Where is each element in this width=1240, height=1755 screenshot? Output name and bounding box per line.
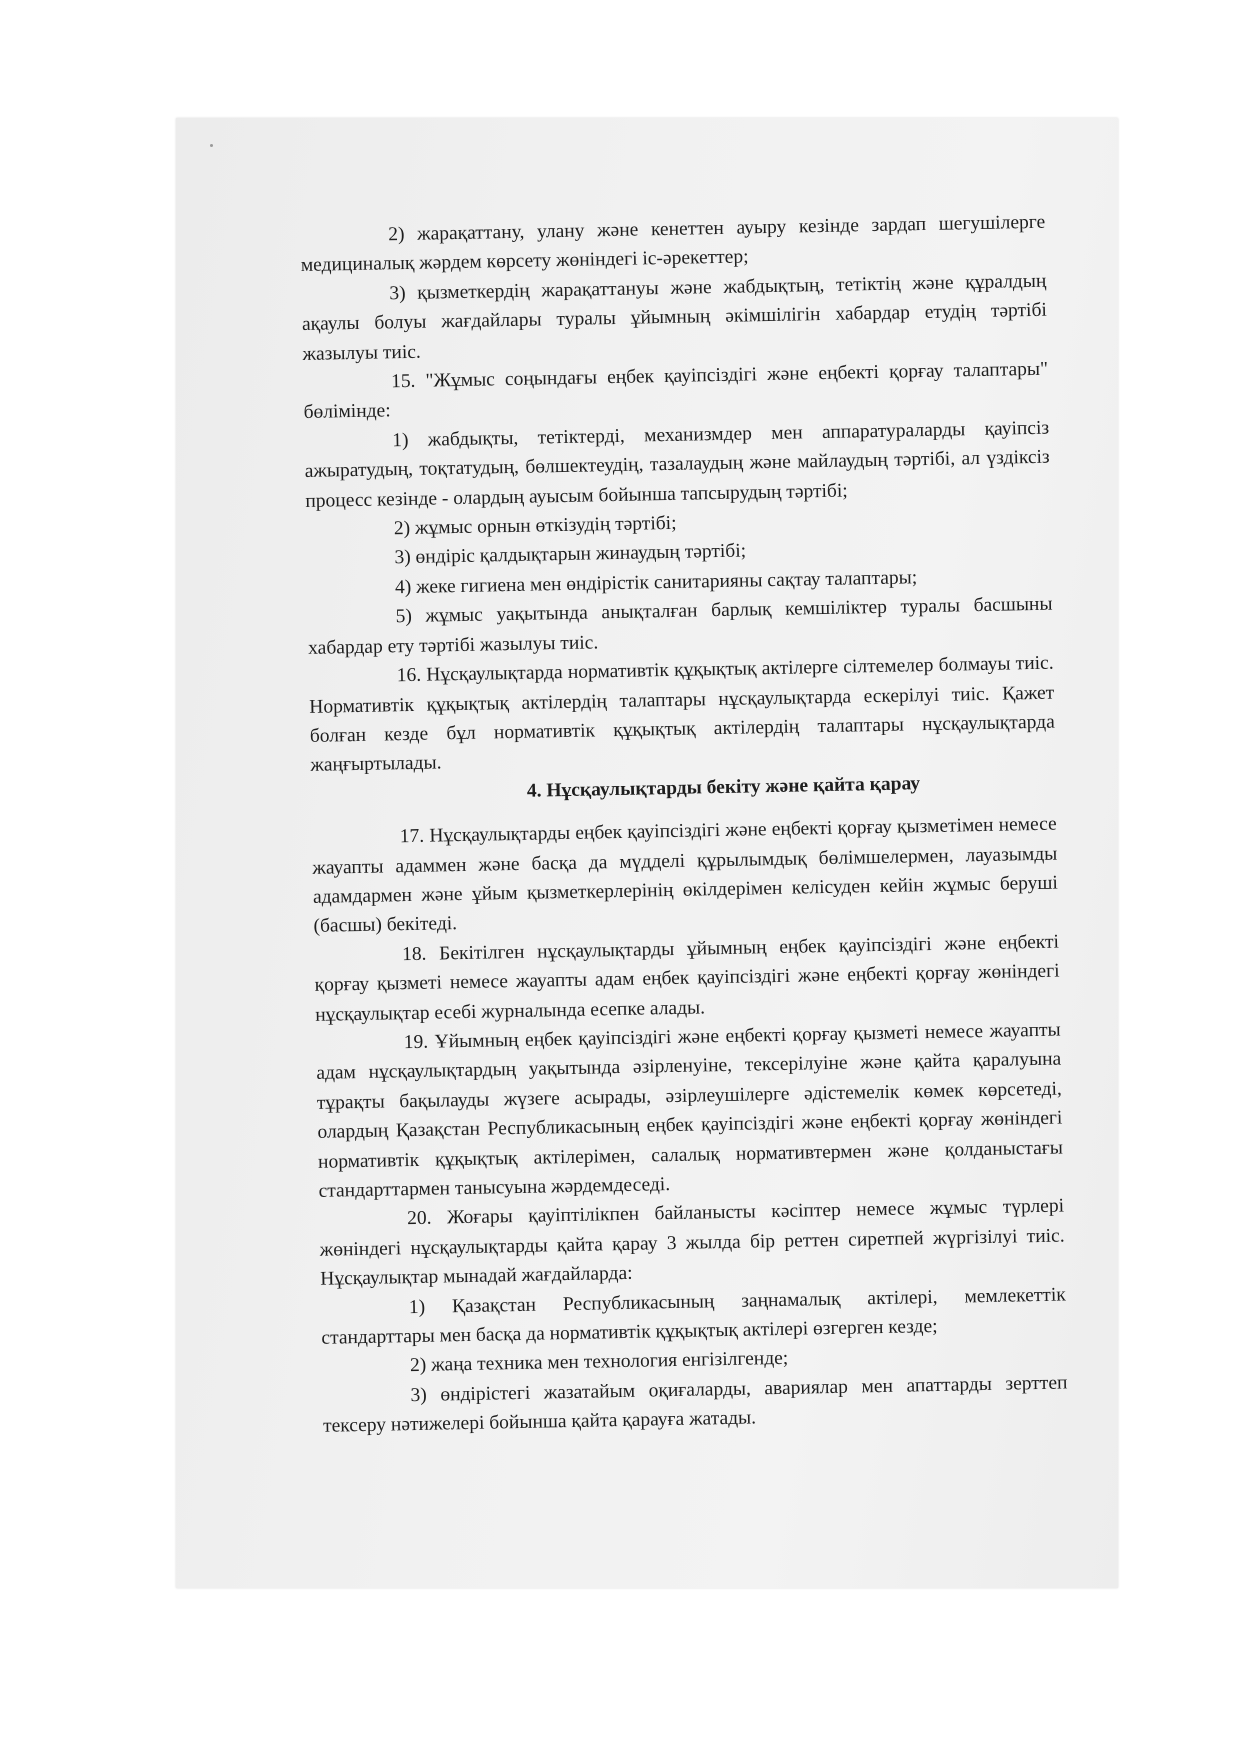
paragraph: 5) жұмыс уақытында анықталған барлық кемшіліктер туралы басшыны хабардар ету тәртібі жазылуы тиіс. bbox=[307, 593, 1053, 659]
paragraph: 2) жарақаттану, улану және кенеттен ауыру кезінде зардап шегушілерге медициналық жәрдем көрсету жөніндегі іс-әрекеттер; bbox=[300, 211, 1046, 277]
paragraph: 19. Ұйымның еңбек қауіпсіздігі және еңбекті қорғау қызметі немесе жауапты адам нұсқаулықтардың уақытында әзірленуіне, тексерілуіне және қайта қаралуына тұрақты бақылауды жүзеге асырады, әзірлеушілерге әдістемелік көмек көрсетеді, олардың Қазақстан Республикасының еңбек қауіпсіздігі және еңбекті қорғау жөніндегі нормативтік құқықтық актілерімен, салалық нормативтермен және қолданыстағы стандарттармен танысуына жәрдемдеседі. bbox=[316, 1019, 1064, 1202]
paragraph: 18. Бекітілген нұсқаулықтарды ұйымның еңбек қауіпсіздігі және еңбекті қорғау қызметі немесе жауапты адам еңбек қауіпсіздігі және еңбекті қорғау жөніндегі нұсқаулықтар есебі журналында есепке алады. bbox=[314, 931, 1060, 1026]
paragraph: 3) қызметкердің жарақаттануы және жабдықтың, тетіктің және құралдың ақаулы болуы жағдайлары туралы ұйымның әкімшілігін хабардар етудің тәртібі жазылуы тиіс. bbox=[301, 270, 1048, 365]
paragraph: 2) жаңа техника мен технология енгізілгенде; bbox=[409, 1348, 789, 1377]
paragraph: 3) өндіріс қалдықтарын жинаудың тәртібі; bbox=[394, 540, 747, 569]
paragraph: 20. Жоғары қауіптілікпен байланысты кәсіптер немесе жұмыс түрлері жөніндегі нұсқаулықтарды қайта қарау 3 жылда бір реттен сиретпей жүргізілуі тиіс. Нұсқаулықтар мынадай жағдайларда: bbox=[319, 1195, 1065, 1291]
document-body bbox=[300, 208, 1068, 1442]
paragraph: 15. "Жұмыс соңындағы еңбек қауіпсіздігі және еңбекті қорғау талаптары" бөлімінде: bbox=[303, 358, 1049, 424]
paragraph: 1) жабдықты, тетіктерді, механизмдер мен аппаратураларды қауіпсіз ажыратудың, тоқтатудың, бөлшектеудің, тазалаудың және майлаудың тәртібі, ал үздіксіз процесс кезінде - олардың ауысым бойынша тапсырудың тәртібі; bbox=[304, 417, 1050, 512]
paragraph: 2) жұмыс орнын өткізудің тәртібі; bbox=[393, 512, 677, 540]
paragraph: 16. Нұсқаулықтарда нормативтік құқықтық актілерге сілтемелер болмауы тиіс. Нормативтік құқықтық актілердің талаптары нұсқаулықтарда ескерілуі тиіс. Қажет болған кезде бұл нормативтік құқықтық актілердің талаптары нұсқаулықтарда жаңғыртылады. bbox=[309, 652, 1055, 777]
paragraph: 3) өндірістегі жазатайым оқиғаларды, авариялар мен апаттарды зерттеп тексеру нәтижелері бойынша қайта қарауға жатады. bbox=[322, 1372, 1068, 1438]
page-speck bbox=[210, 144, 213, 147]
paragraph: 17. Нұсқаулықтарды еңбек қауіпсіздігі және еңбекті қорғау қызметімен немесе жауапты адаммен және басқа да мүдделі құрылымдық бөлімшелермен, лауазымды адамдармен және ұйым қызметкерлерінің өкілдерімен келісуден кейін жұмыс беруші (басшы) бекітеді. bbox=[312, 813, 1059, 938]
paragraph: 4) жеке гигиена мен өндірістік санитарияны сақтау талаптары; bbox=[394, 567, 918, 599]
paragraph: 1) Қазақстан Республикасының заңнамалық актілері, мемлекеттік стандарттары мен басқа да нормативтік құқықтық актілері өзгерген кезде; bbox=[321, 1284, 1066, 1349]
section-heading: 4. Нұсқаулықтарды бекіту және қайта қарау bbox=[526, 772, 921, 802]
